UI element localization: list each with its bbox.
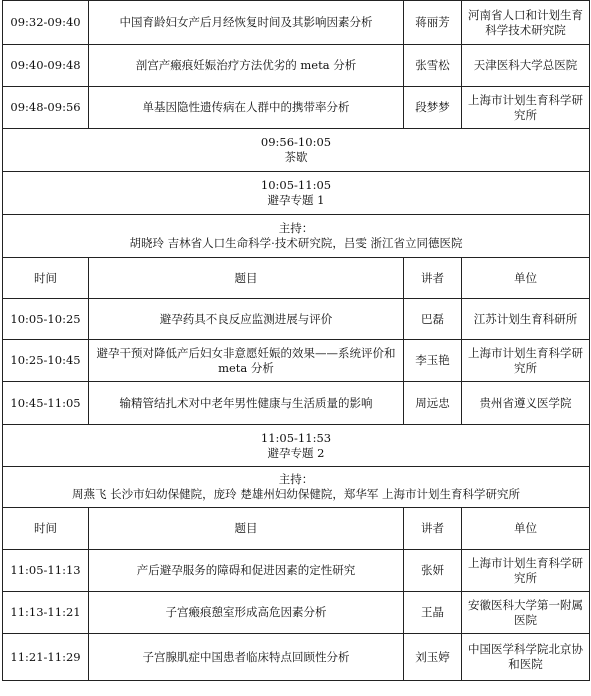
talk-time: 10:05-10:25 <box>3 299 89 340</box>
table-row <box>3 45 590 87</box>
talk-time: 09:48-09:56 <box>3 87 89 129</box>
talk-unit: 中国医学科学院北京协和医院 <box>462 634 590 681</box>
talk-title: 产后避孕服务的障碍和促进因素的定性研究 <box>89 550 404 592</box>
talk-unit: 上海市计划生育科学研究所 <box>462 87 590 129</box>
session-time: 11:05-11:53 <box>260 430 332 445</box>
header-title: 题目 <box>89 258 404 299</box>
talk-unit: 上海市计划生育科学研究所 <box>462 550 590 592</box>
talk-speaker: 蒋丽芳 <box>404 1 462 45</box>
tea-break-label: 茶歇 <box>284 150 308 164</box>
column-header-row <box>3 508 590 550</box>
tea-break-time: 09:56-10:05 <box>260 135 332 149</box>
header-time: 时间 <box>3 258 89 299</box>
session-title: 避孕专题 1 <box>267 193 325 207</box>
header-title: 题目 <box>89 508 404 550</box>
talk-speaker: 张妍 <box>404 550 462 592</box>
talk-unit: 贵州省遵义医学院 <box>462 382 590 425</box>
session-header-row <box>3 425 590 467</box>
table-row <box>3 299 590 340</box>
talk-title: 中国育龄妇女产后月经恢复时间及其影响因素分析 <box>89 1 404 45</box>
talk-title: 子宫瘢痕憩室形成高危因素分析 <box>89 592 404 634</box>
talk-speaker: 李玉艳 <box>404 340 462 382</box>
table-row <box>3 340 590 382</box>
talk-unit: 河南省人口和计划生育科学技术研究院 <box>462 1 590 45</box>
table-row <box>3 87 590 129</box>
header-unit: 单位 <box>462 508 590 550</box>
host-names: 胡晓玲 吉林省人口生命科学·技术研究院，吕雯 浙江省立同德医院 <box>129 236 463 250</box>
talk-title: 避孕药具不良反应监测进展与评价 <box>89 299 404 340</box>
session-hosts-cell <box>3 215 590 258</box>
talk-time: 10:25-10:45 <box>3 340 89 382</box>
session-hosts-row <box>3 467 590 508</box>
talk-speaker: 张雪松 <box>404 45 462 87</box>
host-label: 主持： <box>278 472 314 486</box>
talk-speaker: 刘玉婷 <box>404 634 462 681</box>
talk-unit: 江苏计划生育科研所 <box>462 299 590 340</box>
talk-unit: 上海市计划生育科学研究所 <box>462 340 590 382</box>
header-speaker: 讲者 <box>404 508 462 550</box>
header-speaker: 讲者 <box>404 258 462 299</box>
tea-break-row <box>3 129 590 172</box>
host-label: 主持： <box>278 221 314 235</box>
header-unit: 单位 <box>462 258 590 299</box>
session-title: 避孕专题 2 <box>267 445 325 460</box>
column-header-row <box>3 258 590 299</box>
talk-speaker: 巴磊 <box>404 299 462 340</box>
talk-unit: 安徽医科大学第一附属医院 <box>462 592 590 634</box>
tea-break-cell <box>3 129 590 172</box>
session-hosts-row <box>3 215 590 258</box>
talk-title: 输精管结扎术对中老年男性健康与生活质量的影响 <box>89 382 404 425</box>
talk-time: 09:40-09:48 <box>3 45 89 87</box>
talk-time: 11:05-11:13 <box>3 550 89 592</box>
table-row <box>3 592 590 634</box>
talk-time: 11:13-11:21 <box>3 592 89 634</box>
talk-time: 11:21-11:29 <box>3 634 89 681</box>
table-row <box>3 382 590 425</box>
talk-speaker: 段梦梦 <box>404 87 462 129</box>
schedule-table <box>2 0 590 681</box>
header-time: 时间 <box>3 508 89 550</box>
talk-speaker: 王晶 <box>404 592 462 634</box>
session-header-cell <box>3 425 590 467</box>
talk-time: 09:32-09:40 <box>3 1 89 45</box>
session-header-cell <box>3 172 590 215</box>
table-row <box>3 1 590 45</box>
session-hosts-cell <box>3 467 590 508</box>
talk-speaker: 周远忠 <box>404 382 462 425</box>
talk-title: 单基因隐性遗传病在人群中的携带率分析 <box>89 87 404 129</box>
talk-title: 避孕干预对降低产后妇女非意愿妊娠的效果——系统评价和 meta 分析 <box>89 340 404 382</box>
session-time: 10:05-11:05 <box>260 178 332 192</box>
talk-title: 子宫腺肌症中国患者临床特点回顾性分析 <box>89 634 404 681</box>
table-row <box>3 634 590 681</box>
table-row <box>3 550 590 592</box>
talk-title: 剖宫产瘢痕妊娠治疗方法优劣的 meta 分析 <box>89 45 404 87</box>
talk-unit: 天津医科大学总医院 <box>462 45 590 87</box>
session-header-row <box>3 172 590 215</box>
talk-time: 10:45-11:05 <box>3 382 89 425</box>
host-names: 周燕飞 长沙市妇幼保健院，庞玲 楚雄州妇幼保健院，郑华军 上海市计划生育科学研究所 <box>72 487 520 501</box>
